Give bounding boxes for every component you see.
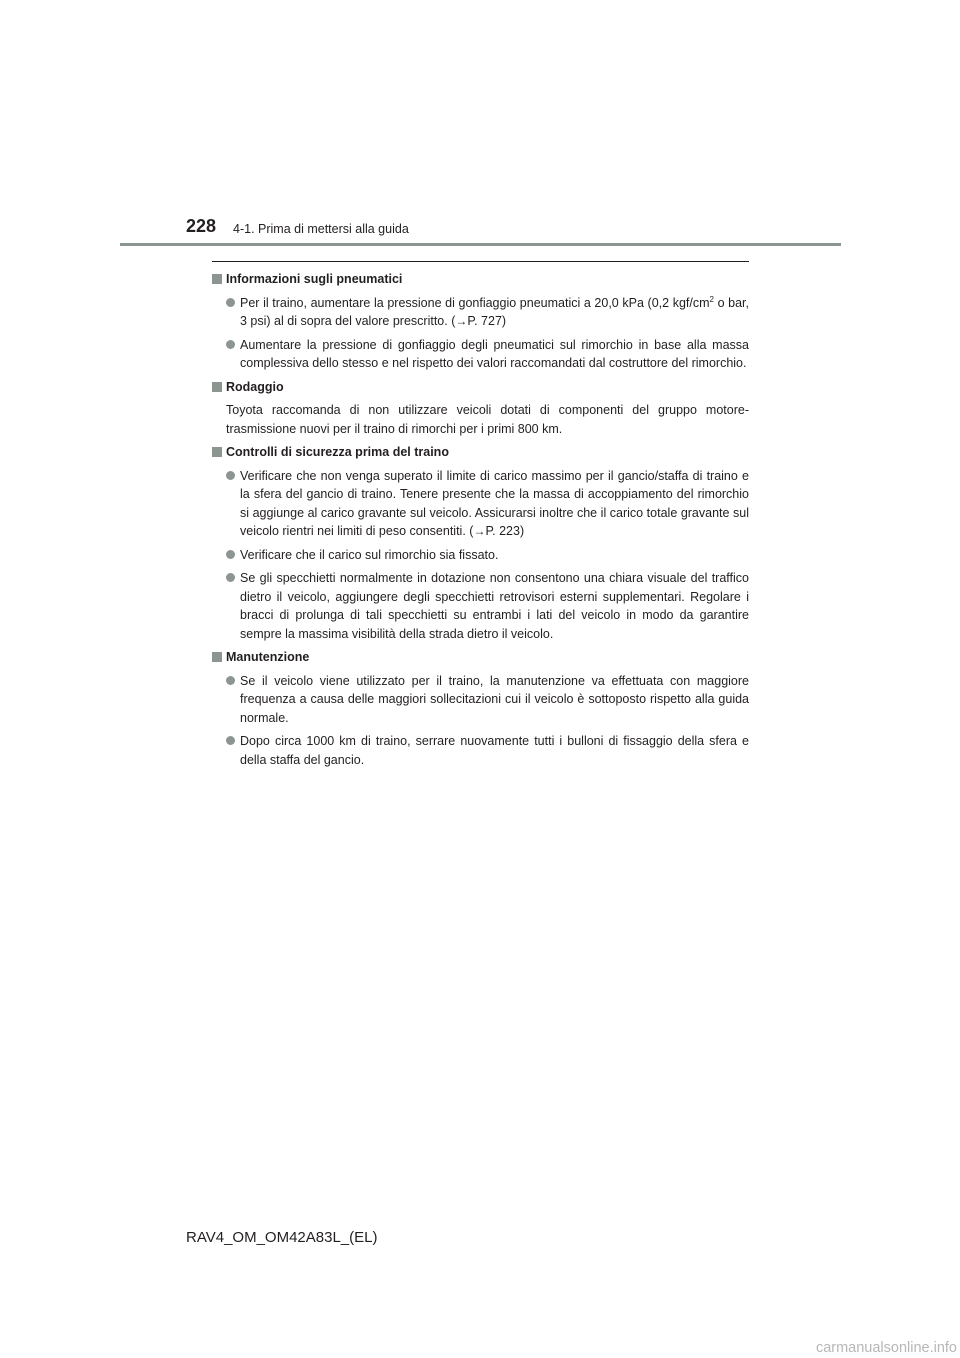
list-item: Aumentare la pressione di gonfiaggio degli pneumatici sul rimorchio in base alla massa complessiva dello stesso e nel rispetto dei valori raccomandati dal costruttore del rimorchio. xyxy=(211,336,749,373)
section-heading-maintenance: Manutenzione xyxy=(211,648,749,667)
list-item: Verificare che il carico sul rimorchio sia fissato. xyxy=(211,546,749,565)
list-item: Se il veicolo viene utilizzato per il traino, la manutenzione va effettuata con maggiore frequenza a causa delle maggiori sollecitazioni cui il veicolo è sottoposto rispetto alla guida normale. xyxy=(211,672,749,728)
square-bullet-icon xyxy=(212,447,222,457)
list-item: Dopo circa 1000 km di traino, serrare nuovamente tutti i bulloni di fissaggio della sfera e della staffa del gancio. xyxy=(211,732,749,769)
circle-bullet-icon xyxy=(226,471,235,480)
document-code: RAV4_OM_OM42A83L_(EL) xyxy=(186,1229,378,1246)
watermark: carmanualsonline.info xyxy=(815,1340,957,1356)
header-divider xyxy=(120,243,841,246)
section-title: 4-1. Prima di mettersi alla guida xyxy=(233,222,409,236)
circle-bullet-icon xyxy=(226,736,235,745)
section-heading-safety-checks: Controlli di sicurezza prima del traino xyxy=(211,443,749,462)
arrow-icon: → xyxy=(455,314,468,328)
list-item: Verificare che non venga superato il limite di carico massimo per il gancio/staffa di traino e la sfera del gancio di traino. Tenere presente che la massa di accoppiamento del rimorchio si aggiunge al carico gravante sul veicolo. Assicurarsi inoltre che il carico totale gravante sul veicolo rientri nei limiti di peso consentiti. (→P. 223) xyxy=(211,467,749,541)
content-body xyxy=(211,270,749,774)
list-item: Se gli specchietti normalmente in dotazione non consentono una chiara visuale del traffico dietro il veicolo, aggiungere degli specchietti retrovisori esterni supplementari. Regolare i bracci di prolunga di tali specchietti su entrambi i lati del veicolo in modo da garantire sempre la massima visibilità della strada dietro il veicolo. xyxy=(211,569,749,643)
circle-bullet-icon xyxy=(226,298,235,307)
section-heading-tires: Informazioni sugli pneumatici xyxy=(211,270,749,289)
circle-bullet-icon xyxy=(226,676,235,685)
square-bullet-icon xyxy=(212,382,222,392)
page-reference[interactable]: P. 727) xyxy=(467,314,507,328)
page-reference[interactable]: P. 223) xyxy=(485,524,525,538)
section-heading-break-in: Rodaggio xyxy=(211,378,749,397)
arrow-icon: → xyxy=(473,524,486,538)
content-divider xyxy=(212,261,749,262)
circle-bullet-icon xyxy=(226,550,235,559)
circle-bullet-icon xyxy=(226,340,235,349)
circle-bullet-icon xyxy=(226,573,235,582)
page-number: 228 xyxy=(186,216,217,236)
paragraph: Toyota raccomanda di non utilizzare veicoli dotati di componenti del gruppo motore-trasmissione nuovi per il traino di rimorchi per i primi 800 km. xyxy=(226,403,749,436)
square-bullet-icon xyxy=(212,652,222,662)
list-item: Per il traino, aumentare la pressione di gonfiaggio pneumatici a 20,0 kPa (0,2 kgf/$cm^2$ o bar, 3 psi) al di sopra del valore prescritto. (→P. 727) xyxy=(211,294,749,331)
square-bullet-icon xyxy=(212,274,222,284)
